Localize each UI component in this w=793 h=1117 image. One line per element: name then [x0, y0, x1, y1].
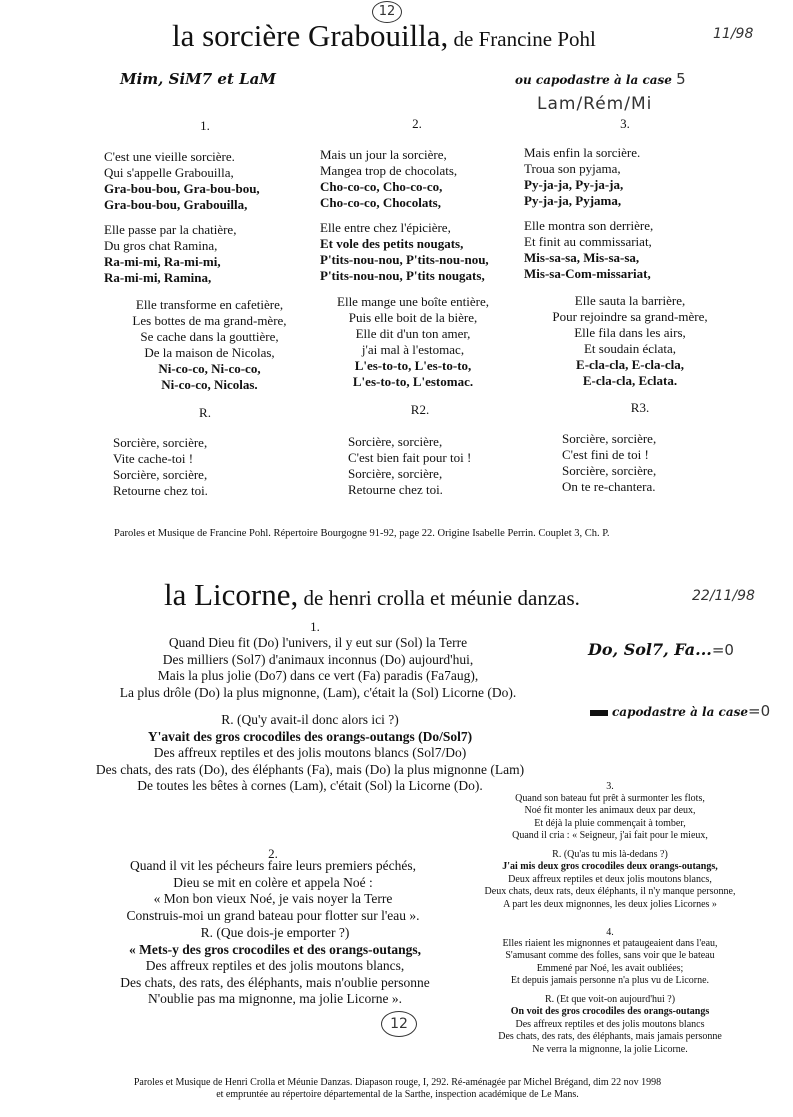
song2-verse4 — [485, 938, 735, 988]
lyric-line: Quand Dieu fit (Do) l'univers, il y eut sur (Sol) la Terre — [168, 635, 468, 650]
song1-verse-number-1: 1. — [200, 118, 210, 133]
lyric-line: Des chats, des rats, des éléphants, mais jamais personne — [498, 1031, 722, 1043]
song1-title: la sorcière Grabouilla, — [172, 18, 449, 53]
lyric-line: P'tits-nou-nou, P'tits nougats, — [320, 268, 485, 283]
lyric-line: Et déjà la pluie commençait à tomber, — [534, 817, 686, 829]
lyric-line: E-cla-cla, Eclata. — [582, 373, 678, 388]
lyric-line: Mais la plus jolie (Do7) dans ce vert (Fa) paradis (Fa7aug), — [157, 668, 479, 683]
lyric-line: Deux chats, deux rats, deux éléphants, il n'y manque personne, — [484, 886, 736, 898]
song1-credit: Paroles et Musique de Francine Pohl. Répertoire Bourgogne 91-92, page 22. Origine Isabelle Perrin. Couplet 3, Ch. P. — [114, 528, 610, 539]
lyric-line: Se cache dans la gouttière, — [140, 329, 279, 344]
lyric-line: Mangea trop de chocolats, — [320, 163, 458, 178]
lyric-line: Puis elle boit de la bière, — [348, 310, 478, 325]
lyric-line: Elle fila dans les airs, — [574, 325, 686, 340]
lyric-line: On voit des gros crocodiles des orangs-outangs — [510, 1006, 710, 1018]
song1-verse3-part3 — [515, 293, 745, 389]
lyric-line: C'est fini de toi ! — [562, 447, 649, 462]
lyric-line: E-cla-cla, E-cla-cla, — [576, 357, 684, 372]
lyric-line: Des milliers (Sol7) d'animaux inconnus (Do) aujourd'hui, — [162, 651, 474, 667]
song2-refrain2 — [120, 925, 430, 1008]
song2-verse2 — [88, 858, 458, 924]
lyric-line: Cho-co-co, Cho-co-co, — [320, 179, 443, 194]
lyric-line: Des chats, des rats (Do), des éléphants (Fa), mais (Do) la plus mignonne (Lam) — [95, 761, 525, 777]
song1-verse-number-2: 2. — [412, 116, 422, 131]
lyric-line: Et depuis jamais personne n'a plus vu de Licorne. — [510, 975, 710, 987]
lyric-line: Ne verra la mignonne, la jolie Licorne. — [532, 1043, 688, 1055]
lyric-line: Y'avait des gros crocodiles des orangs-outangs (Do/Sol7) — [147, 728, 473, 744]
song1-verse1-part1 — [104, 149, 260, 213]
song1-verse1-part3 — [92, 297, 327, 393]
lyric-line: N'oublie pas ma mignonne, ma jolie Licorne ». — [148, 991, 402, 1006]
lyric-line: Py-ja-ja, Pyjama, — [524, 193, 622, 208]
lyric-line: Ra-mi-mi, Ramina, — [104, 270, 212, 285]
lyric-line: Elle entre chez l'épicière, — [320, 220, 451, 235]
lyric-line: Les bottes de ma grand-mère, — [132, 313, 287, 328]
lyric-line: A part les deux mignonnes, les deux jolies Licornes » — [503, 898, 717, 910]
song2-refrain3 — [465, 849, 755, 911]
lyric-line: R. (Et que voit-on aujourd'hui ?) — [544, 994, 676, 1005]
song1-verse3-part2 — [524, 218, 653, 282]
lyric-line: Quand il vit les pécheurs faire leurs premiers péchés, — [129, 858, 417, 873]
lyric-line: Retourne chez toi. — [113, 483, 208, 498]
lyric-line: Elle montra son derrière, — [524, 218, 654, 233]
song1-refrain-1 — [113, 435, 208, 499]
lyric-line: R. (Qu'as tu mis là-dedans ?) — [552, 849, 668, 860]
lyric-line: C'est bien fait pour toi ! — [348, 450, 472, 465]
lyric-line: Elle mange une boîte entière, — [337, 294, 489, 309]
song1-verse3-part1 — [524, 145, 640, 209]
song1-verse2-part2 — [320, 220, 489, 284]
lyric-line: Dieu se mit en colère et appela Noé : — [173, 874, 373, 890]
lyric-line: Quand il cria : « Seigneur, j'ai fait pour le mieux, — [512, 830, 708, 842]
lyric-line: Construis-moi un grand bateau pour flotter sur l'eau ». — [126, 907, 420, 923]
song2-page-number-circle — [381, 1011, 417, 1037]
lyric-line: Mis-sa-sa, Mis-sa-sa, — [524, 250, 640, 265]
song1-alt-chords: Lam/Rém/Mi — [537, 94, 653, 114]
page-number: 12 — [378, 4, 396, 19]
lyric-line: De toutes les bêtes à cornes (Lam), c'était (Sol) la Licorne (Do). — [137, 778, 483, 793]
lyric-line: Des affreux reptiles et des jolis moutons blancs — [515, 1018, 705, 1030]
lyric-line: Elles riaient les mignonnes et pataugeaient dans l'eau, — [502, 938, 718, 949]
lyric-line: Noé fit monter les animaux deux par deux, — [524, 805, 696, 817]
lyric-line: L'es-to-to, L'estomac. — [352, 374, 474, 389]
lyric-line: Et soudain éclata, — [583, 341, 677, 356]
lyric-line: R. (Qu'y avait-il donc alors ici ?) — [221, 712, 399, 727]
lyric-line: Sorcière, sorcière, — [562, 431, 657, 446]
song2-page-number: 12 — [390, 1016, 408, 1032]
song2-capo — [590, 702, 770, 720]
song2-verse3-number: 3. — [606, 781, 614, 792]
song1-refrain-3 — [562, 431, 656, 495]
lyric-line: Elle dit d'un ton amer, — [355, 326, 471, 341]
lyric-line: S'amusant comme des folles, sans voir que le bateau — [505, 950, 715, 962]
song1-capo-label: ou capodastre à la case — [515, 73, 672, 87]
lyric-line: Elle passe par la chatière, — [104, 222, 237, 237]
song2-verse3 — [490, 793, 730, 843]
lyric-line: Qui s'appelle Grabouilla, — [104, 165, 234, 180]
song2-chords-line — [588, 640, 734, 659]
lyric-line: C'est une vieille sorcière. — [104, 149, 235, 164]
song1-refrain-2 — [348, 434, 471, 498]
song1-verse1-part2 — [104, 222, 236, 286]
lyric-line: Des chats, des rats, des éléphants, mais n'oublie personne — [120, 974, 430, 990]
lyric-line: Ni-co-co, Nicolas. — [161, 377, 258, 392]
lyric-line: Troua son pyjama, — [524, 161, 621, 176]
song2-title-line — [164, 577, 580, 613]
song2-refrain4 — [480, 994, 740, 1056]
song2-capo-mark: =0 — [748, 702, 771, 720]
lyric-line: Des affreux reptiles et des jolis moutons blancs, — [145, 958, 405, 973]
lyric-line: Retourne chez toi. — [348, 482, 443, 497]
lyric-line: Sorcière, sorcière, — [562, 463, 657, 478]
lyric-line: De la maison de Nicolas, — [144, 345, 275, 360]
lyric-line: Ni-co-co, Ni-co-co, — [158, 361, 261, 376]
lyric-line: Des affreux reptiles et des jolis moutons blancs (Sol7/Do) — [153, 745, 467, 760]
lyric-line: Sorcière, sorcière, — [113, 467, 208, 482]
song2-footer-line-1: Paroles et Musique de Henri Crolla et Méunie Danzas. Diapason rouge, I, 292. Ré-aménagée par Michel Brégand, dim 22 nov 1998 — [133, 1077, 662, 1088]
lyric-line: Mais enfin la sorcière. — [524, 145, 641, 160]
song2-refrain1 — [60, 712, 560, 795]
song1-chords: Mim, SiM7 et LaM — [120, 70, 276, 88]
song2-author: de henri crolla et méunie danzas. — [298, 586, 580, 610]
song2-footer-line-2: et empruntée au répertoire départemental de la Sarthe, inspection académique de Le Mans. — [216, 1089, 579, 1100]
lyric-line: « Mets-y des gros crocodiles et des orangs-outangs, — [129, 941, 421, 957]
lyric-line: Gra-bou-bou, Gra-bou-bou, — [104, 181, 260, 196]
lyric-line: P'tits-nou-nou, P'tits-nou-nou, — [320, 252, 489, 267]
song1-refrain-label-3: R3. — [630, 400, 650, 415]
song1-refrain-label-2: R2. — [410, 402, 430, 417]
song2-verse1-number: 1. — [310, 619, 320, 634]
song2-chords: Do, Sol7, Fa... — [588, 640, 712, 659]
lyric-line: « Mon bon vieux Noé, je vais noyer la Terre — [153, 891, 393, 906]
lyric-line: Mais un jour la sorcière, — [320, 147, 447, 162]
lyric-line: R. (Que dois-je emporter ?) — [200, 925, 350, 940]
lyric-line: On te re-chantera. — [562, 479, 656, 494]
song2-date-note: 22/11/98 — [692, 588, 755, 604]
lyric-line: Elle sauta la barrière, — [574, 293, 686, 308]
song1-verse2-part3 — [298, 294, 528, 390]
lyric-line: Du gros chat Ramina, — [104, 238, 218, 253]
lyric-line: Gra-bou-bou, Grabouilla, — [104, 197, 248, 212]
lyric-line: Ra-mi-mi, Ra-mi-mi, — [104, 254, 221, 269]
song2-capo-strike — [590, 710, 608, 716]
song1-capo — [515, 70, 686, 88]
lyric-line: Quand son bateau fut prêt à surmonter les flots, — [515, 793, 705, 804]
song2-verse4-number: 4. — [606, 927, 614, 938]
song2-chords-mark: =0 — [711, 641, 734, 659]
lyric-line: Sorcière, sorcière, — [348, 466, 443, 481]
lyric-line: j'ai mal à l'estomac, — [361, 342, 465, 357]
song2-capo-label: capodastre à la case — [612, 705, 749, 719]
lyric-line: Emmené par Noé, les avait oubliées; — [536, 962, 684, 974]
lyric-line: Vite cache-toi ! — [113, 451, 194, 466]
song1-title-line — [172, 18, 596, 54]
song2-verse2-number: 2. — [268, 846, 278, 861]
lyric-line: Pour rejoindre sa grand-mère, — [552, 309, 708, 324]
lyric-line: Cho-co-co, Chocolats, — [320, 195, 441, 210]
song1-refrain-label-1: R. — [199, 405, 211, 420]
song2-footer — [100, 1077, 695, 1101]
lyric-line: Py-ja-ja, Py-ja-ja, — [524, 177, 624, 192]
song1-date-note: 11/98 — [713, 26, 754, 42]
lyric-line: Et finit au commissariat, — [524, 234, 652, 249]
song2-verse1 — [88, 635, 548, 701]
lyric-line: La plus drôle (Do) la plus mignonne, (Lam), c'était la (Sol) Licorne (Do). — [119, 684, 517, 700]
song1-capo-number: 5 — [676, 70, 686, 88]
song1-author: de Francine Pohl — [448, 27, 596, 51]
lyric-line: L'es-to-to, L'es-to-to, — [354, 358, 472, 373]
lyric-line: Sorcière, sorcière, — [113, 435, 208, 450]
lyric-line: Mis-sa-Com-missariat, — [524, 266, 651, 281]
lyric-line: Et vole des petits nougats, — [320, 236, 464, 251]
lyric-line: Sorcière, sorcière, — [348, 434, 443, 449]
lyric-line: J'ai mis deux gros crocodiles deux orangs-outangs, — [502, 861, 718, 873]
song1-verse-number-3: 3. — [620, 116, 630, 131]
lyric-line: Elle transforme en cafetière, — [135, 297, 284, 312]
lyric-line: Deux affreux reptiles et deux jolis moutons blancs, — [508, 873, 712, 885]
song2-title: la Licorne, — [164, 577, 299, 612]
song1-verse2-part1 — [320, 147, 457, 211]
